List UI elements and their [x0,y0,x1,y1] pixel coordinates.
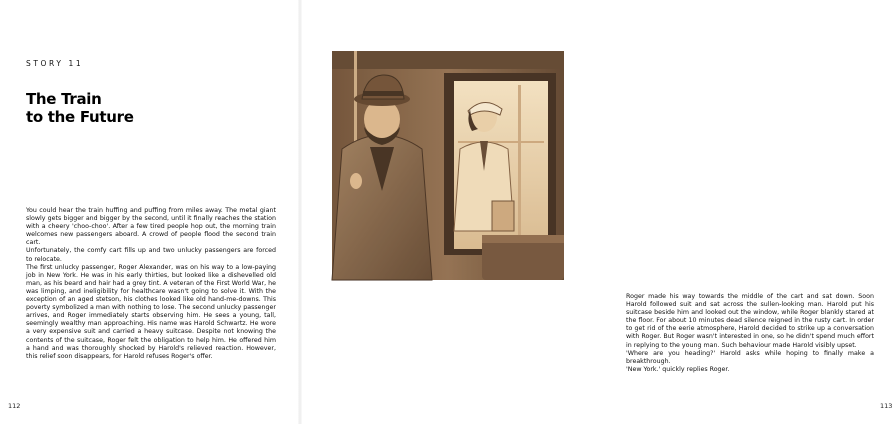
title-line-1: The Train [26,90,102,108]
right-page [300,0,892,424]
story-label: STORY 11 [26,59,84,68]
page-number-right: 113 [880,402,892,410]
story-title [26,90,134,126]
left-page [0,0,300,424]
paragraph: You could hear the train huffing and puffing from miles away. The metal giant slowly gets bigger and bigger by the second, until it finally reaches the station with a cheery 'choo-choo'. After a few tired people hop out, the morning train welcomes new passengers aboard. A crowd of people flood the second train cart. [26,207,276,247]
title-line-2: to the Future [26,108,134,126]
page-number-left: 112 [8,402,21,410]
paragraph: 'New York.' quickly replies Roger. [626,365,730,373]
paragraph: Roger made his way towards the middle of the cart and sat down. Soon Harold followed suit and sat across the sullen-looking man. Harold put his suitcase beside him and looked out the window, while Roger blankly stared at the floor. For about 10 minutes dead silence reigned in the rusty cart. In order to get rid of the eerie atmosphere, Harold decided to strike up a conversation with Roger. But Roger wasn't interested in one, so he didn't spend much effort in replying to the young man. Such behaviour made Harold visibly upset. [626,293,874,349]
right-body-text [626,293,874,374]
left-body-text [26,207,276,361]
paragraph: 'Where are you heading?' Harold asks while hoping to finally make a breakthrough. [626,349,874,365]
paragraph: The first unlucky passenger, Roger Alexander, was on his way to a low-paying job in New York. He was in his early thirties, but looked like a dishevelled old man, as his beard and hair had a grey tint. A veteran of the First World War, he was limping, and ineligibility for healthcare wasn't going to solve it. With the exception of an aged stetson, his clothes looked like old hand-me-downs. This poverty symbolized a man with nothing to lose. The second unlucky passenger arrives, and Roger immediately starts observing him. He sees a young, tall, seemingly wealthy man approaching. His name was Harold Schwartz. He wore a very expensive suit and carried a heavy suitcase. Despite not knowing the contents of the suitcase, Roger felt the obligation to help him. He offered him a hand and was thoroughly shocked by Harold's relieved reaction. However, this relief soon disappears, for Harold refuses Roger's offer. [26,263,276,360]
paragraph: Unfortunately, the comfy cart fills up and two unlucky passengers are forced to relocate. [26,247,276,263]
